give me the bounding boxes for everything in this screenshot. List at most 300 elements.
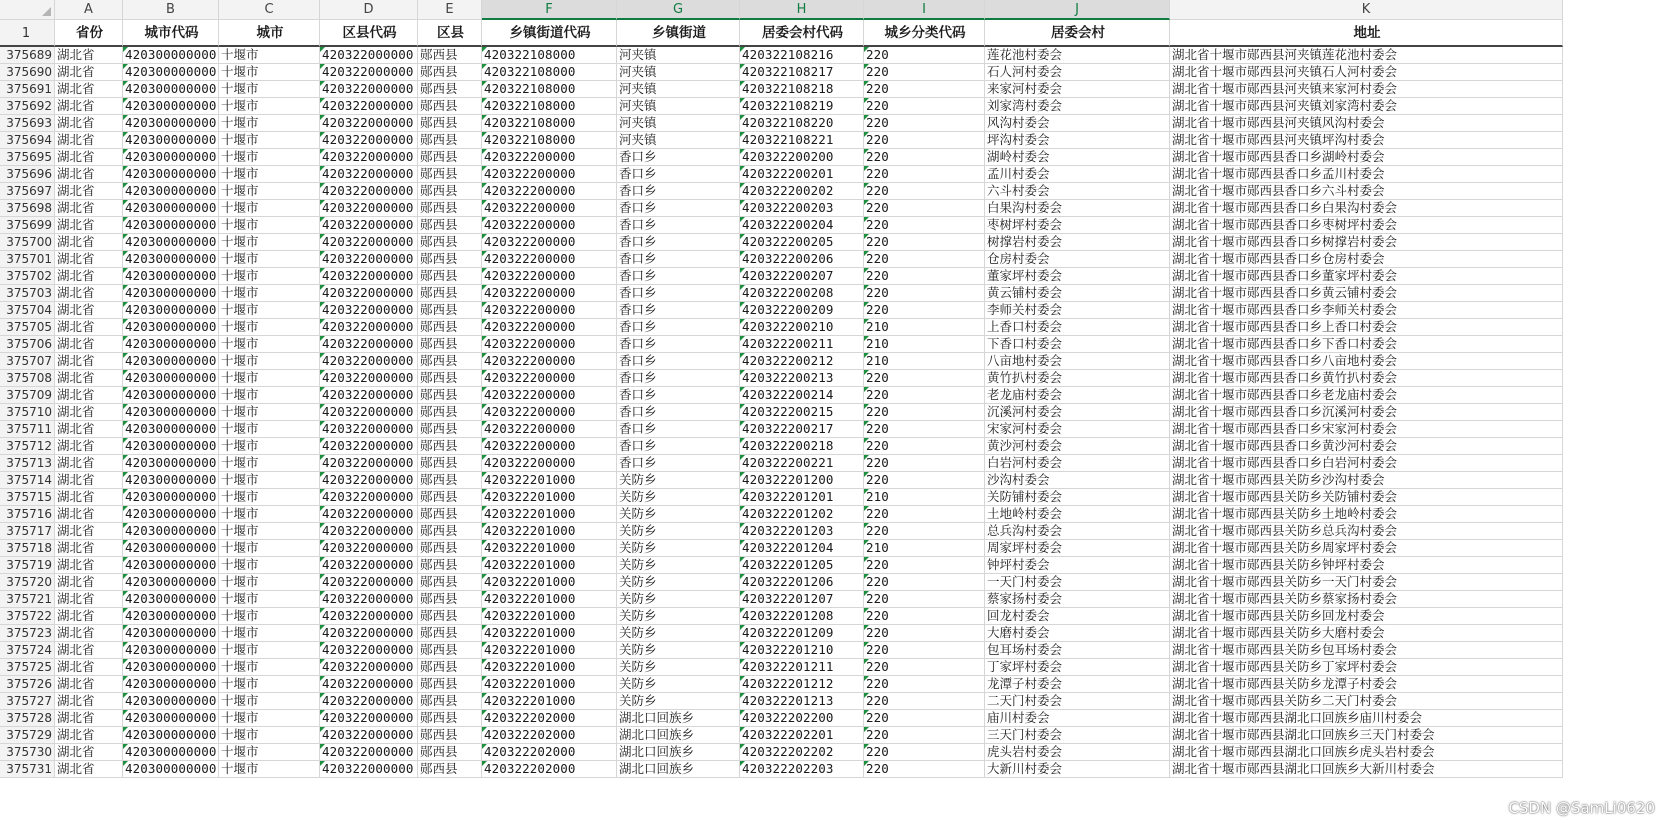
table-cell[interactable]: 关防乡 — [617, 557, 740, 574]
table-cell[interactable]: 十堰市 — [219, 438, 320, 455]
row-number[interactable]: 375725 — [0, 659, 55, 676]
table-cell[interactable]: 郧西县 — [418, 693, 482, 710]
table-cell[interactable]: 220 — [864, 506, 985, 523]
table-cell[interactable]: 周家坪村委会 — [985, 540, 1170, 557]
table-cell[interactable]: 孟川村委会 — [985, 166, 1170, 183]
table-cell[interactable]: 湖北省 — [55, 472, 123, 489]
table-cell[interactable]: 420322000000 — [320, 523, 418, 540]
row-number[interactable]: 375711 — [0, 421, 55, 438]
table-cell[interactable]: 湖北省十堰市郧西县香口乡孟川村委会 — [1170, 166, 1563, 183]
table-cell[interactable]: 420322200214 — [740, 387, 864, 404]
table-cell[interactable]: 420322000000 — [320, 659, 418, 676]
table-cell[interactable]: 下香口村委会 — [985, 336, 1170, 353]
table-cell[interactable]: 420322201000 — [482, 540, 617, 557]
row-number[interactable]: 375708 — [0, 370, 55, 387]
table-cell[interactable]: 420322202000 — [482, 710, 617, 727]
table-cell[interactable]: 蔡家扬村委会 — [985, 591, 1170, 608]
table-cell[interactable]: 420322000000 — [320, 591, 418, 608]
table-cell[interactable]: 河夹镇 — [617, 115, 740, 132]
table-cell[interactable]: 湖北省十堰市郧西县香口乡老龙庙村委会 — [1170, 387, 1563, 404]
table-cell[interactable]: 郧西县 — [418, 489, 482, 506]
table-cell[interactable]: 420322200218 — [740, 438, 864, 455]
table-cell[interactable]: 湖北省十堰市郧西县关防乡回龙村委会 — [1170, 608, 1563, 625]
row-number[interactable]: 375705 — [0, 319, 55, 336]
table-cell[interactable]: 420322000000 — [320, 642, 418, 659]
table-cell[interactable]: 十堰市 — [219, 557, 320, 574]
table-cell[interactable]: 420322000000 — [320, 574, 418, 591]
table-cell[interactable]: 220 — [864, 81, 985, 98]
table-cell[interactable]: 树撑岩村委会 — [985, 234, 1170, 251]
table-cell[interactable]: 湖北省十堰市郧西县香口乡枣树坪村委会 — [1170, 217, 1563, 234]
table-cell[interactable]: 420322200000 — [482, 404, 617, 421]
table-cell[interactable]: 郧西县 — [418, 710, 482, 727]
table-cell[interactable]: 关防乡 — [617, 574, 740, 591]
table-cell[interactable]: 关防乡 — [617, 642, 740, 659]
table-cell[interactable]: 420322000000 — [320, 234, 418, 251]
table-cell[interactable]: 湖北省 — [55, 268, 123, 285]
table-cell[interactable]: 420322202000 — [482, 744, 617, 761]
table-cell[interactable]: 十堰市 — [219, 234, 320, 251]
table-cell[interactable]: 420322108217 — [740, 64, 864, 81]
table-cell[interactable]: 钟坪村委会 — [985, 557, 1170, 574]
table-cell[interactable]: 220 — [864, 523, 985, 540]
table-cell[interactable]: 420322000000 — [320, 540, 418, 557]
table-cell[interactable]: 关防乡 — [617, 608, 740, 625]
table-cell[interactable]: 十堰市 — [219, 693, 320, 710]
row-number[interactable]: 1 — [0, 20, 55, 47]
table-cell[interactable]: 湖北省 — [55, 64, 123, 81]
table-cell[interactable]: 湖北省十堰市郧西县香口乡湖岭村委会 — [1170, 149, 1563, 166]
table-cell[interactable]: 风沟村委会 — [985, 115, 1170, 132]
table-cell[interactable]: 420322201000 — [482, 625, 617, 642]
table-cell[interactable]: 香口乡 — [617, 285, 740, 302]
table-cell[interactable]: 十堰市 — [219, 285, 320, 302]
row-number[interactable]: 375701 — [0, 251, 55, 268]
header-cell[interactable]: 居委会村代码 — [740, 20, 864, 47]
table-cell[interactable]: 220 — [864, 387, 985, 404]
table-cell[interactable]: 210 — [864, 489, 985, 506]
table-cell[interactable]: 420300000000 — [123, 642, 219, 659]
table-cell[interactable]: 湖北口回族乡 — [617, 710, 740, 727]
table-cell[interactable]: 220 — [864, 183, 985, 200]
table-cell[interactable]: 十堰市 — [219, 455, 320, 472]
table-cell[interactable]: 湖北省 — [55, 166, 123, 183]
table-cell[interactable]: 湖北省 — [55, 693, 123, 710]
table-cell[interactable]: 420300000000 — [123, 183, 219, 200]
table-cell[interactable]: 420300000000 — [123, 285, 219, 302]
select-all-corner[interactable] — [0, 0, 55, 20]
table-cell[interactable]: 420322200000 — [482, 421, 617, 438]
column-header-e[interactable]: E — [418, 0, 482, 20]
table-cell[interactable]: 河夹镇 — [617, 81, 740, 98]
table-cell[interactable]: 郧西县 — [418, 47, 482, 64]
header-cell[interactable]: 区县 — [418, 20, 482, 47]
table-cell[interactable]: 420300000000 — [123, 302, 219, 319]
table-cell[interactable]: 湖北省十堰市郧西县香口乡上香口村委会 — [1170, 319, 1563, 336]
table-cell[interactable]: 湖北省十堰市郧西县河夹镇莲花池村委会 — [1170, 47, 1563, 64]
row-number[interactable]: 375723 — [0, 625, 55, 642]
table-cell[interactable]: 刘家湾村委会 — [985, 98, 1170, 115]
table-cell[interactable]: 董家坪村委会 — [985, 268, 1170, 285]
table-cell[interactable]: 香口乡 — [617, 370, 740, 387]
table-cell[interactable]: 三天门村委会 — [985, 727, 1170, 744]
table-cell[interactable]: 420322202203 — [740, 761, 864, 778]
row-number[interactable]: 375724 — [0, 642, 55, 659]
table-cell[interactable]: 龙潭子村委会 — [985, 676, 1170, 693]
table-cell[interactable]: 十堰市 — [219, 489, 320, 506]
table-cell[interactable]: 关防乡 — [617, 591, 740, 608]
table-cell[interactable]: 220 — [864, 149, 985, 166]
table-cell[interactable]: 湖岭村委会 — [985, 149, 1170, 166]
row-number[interactable]: 375704 — [0, 302, 55, 319]
table-cell[interactable]: 420322200207 — [740, 268, 864, 285]
table-cell[interactable]: 420322000000 — [320, 472, 418, 489]
table-cell[interactable]: 420322200209 — [740, 302, 864, 319]
row-number[interactable]: 375703 — [0, 285, 55, 302]
table-cell[interactable]: 湖北省十堰市郧西县关防乡钟坪村委会 — [1170, 557, 1563, 574]
table-cell[interactable]: 420322202201 — [740, 727, 864, 744]
table-cell[interactable]: 香口乡 — [617, 455, 740, 472]
table-cell[interactable]: 420322200000 — [482, 183, 617, 200]
table-cell[interactable]: 420300000000 — [123, 81, 219, 98]
table-cell[interactable]: 十堰市 — [219, 625, 320, 642]
table-cell[interactable]: 湖北省十堰市郧西县湖北口回族乡庙川村委会 — [1170, 710, 1563, 727]
table-cell[interactable]: 420322200208 — [740, 285, 864, 302]
table-cell[interactable]: 湖北省十堰市郧西县关防乡沙沟村委会 — [1170, 472, 1563, 489]
table-cell[interactable]: 湖北省十堰市郧西县关防乡关防铺村委会 — [1170, 489, 1563, 506]
table-cell[interactable]: 关防乡 — [617, 472, 740, 489]
table-cell[interactable]: 十堰市 — [219, 506, 320, 523]
table-cell[interactable]: 湖北省十堰市郧西县香口乡白果沟村委会 — [1170, 200, 1563, 217]
table-cell[interactable]: 包耳场村委会 — [985, 642, 1170, 659]
table-cell[interactable]: 420322200213 — [740, 370, 864, 387]
table-cell[interactable]: 李师关村委会 — [985, 302, 1170, 319]
table-cell[interactable]: 420322108000 — [482, 81, 617, 98]
table-cell[interactable]: 220 — [864, 693, 985, 710]
table-cell[interactable]: 湖北省十堰市郧西县香口乡董家坪村委会 — [1170, 268, 1563, 285]
table-cell[interactable]: 香口乡 — [617, 319, 740, 336]
table-cell[interactable]: 湖北省 — [55, 200, 123, 217]
table-cell[interactable]: 湖北省 — [55, 183, 123, 200]
table-cell[interactable]: 十堰市 — [219, 268, 320, 285]
table-cell[interactable]: 420300000000 — [123, 200, 219, 217]
table-cell[interactable]: 420300000000 — [123, 421, 219, 438]
table-cell[interactable]: 十堰市 — [219, 472, 320, 489]
table-cell[interactable]: 420322201204 — [740, 540, 864, 557]
table-cell[interactable]: 420322000000 — [320, 438, 418, 455]
table-cell[interactable]: 郧西县 — [418, 370, 482, 387]
table-cell[interactable]: 湖北省 — [55, 642, 123, 659]
column-header-k[interactable]: K — [1170, 0, 1563, 20]
table-cell[interactable]: 420300000000 — [123, 710, 219, 727]
table-cell[interactable]: 湖北省 — [55, 319, 123, 336]
table-cell[interactable]: 220 — [864, 642, 985, 659]
table-cell[interactable]: 420322108221 — [740, 132, 864, 149]
table-cell[interactable]: 420322000000 — [320, 217, 418, 234]
table-cell[interactable]: 郧西县 — [418, 183, 482, 200]
table-cell[interactable]: 香口乡 — [617, 217, 740, 234]
row-number[interactable]: 375729 — [0, 727, 55, 744]
table-cell[interactable]: 关防乡 — [617, 693, 740, 710]
table-cell[interactable]: 420300000000 — [123, 693, 219, 710]
table-cell[interactable]: 420300000000 — [123, 523, 219, 540]
table-cell[interactable]: 老龙庙村委会 — [985, 387, 1170, 404]
table-cell[interactable]: 420300000000 — [123, 370, 219, 387]
table-cell[interactable]: 420322000000 — [320, 64, 418, 81]
table-cell[interactable]: 湖北省 — [55, 489, 123, 506]
table-cell[interactable]: 420322000000 — [320, 489, 418, 506]
table-cell[interactable]: 420322200000 — [482, 234, 617, 251]
header-cell[interactable]: 城市 — [219, 20, 320, 47]
table-cell[interactable]: 420322200202 — [740, 183, 864, 200]
row-number[interactable]: 375710 — [0, 404, 55, 421]
table-cell[interactable]: 关防乡 — [617, 540, 740, 557]
table-cell[interactable]: 420322200000 — [482, 217, 617, 234]
table-cell[interactable]: 湖北省十堰市郧西县香口乡下香口村委会 — [1170, 336, 1563, 353]
table-cell[interactable]: 郧西县 — [418, 574, 482, 591]
table-cell[interactable]: 湖北省 — [55, 336, 123, 353]
table-cell[interactable]: 420322200000 — [482, 438, 617, 455]
table-cell[interactable]: 420322000000 — [320, 81, 418, 98]
table-cell[interactable]: 郧西县 — [418, 387, 482, 404]
table-cell[interactable]: 郧西县 — [418, 540, 482, 557]
table-cell[interactable]: 420322202202 — [740, 744, 864, 761]
table-cell[interactable]: 八亩地村委会 — [985, 353, 1170, 370]
table-cell[interactable]: 420322200000 — [482, 353, 617, 370]
table-cell[interactable]: 420322000000 — [320, 455, 418, 472]
table-cell[interactable]: 420322000000 — [320, 115, 418, 132]
table-cell[interactable]: 郧西县 — [418, 268, 482, 285]
table-cell[interactable]: 湖北省 — [55, 557, 123, 574]
table-cell[interactable]: 湖北省十堰市郧西县香口乡八亩地村委会 — [1170, 353, 1563, 370]
table-cell[interactable]: 420300000000 — [123, 744, 219, 761]
table-cell[interactable]: 十堰市 — [219, 353, 320, 370]
row-number[interactable]: 375702 — [0, 268, 55, 285]
table-cell[interactable]: 420300000000 — [123, 132, 219, 149]
column-header-h[interactable]: H — [740, 0, 864, 20]
table-cell[interactable]: 关防乡 — [617, 506, 740, 523]
row-number[interactable]: 375728 — [0, 710, 55, 727]
table-cell[interactable]: 420322200217 — [740, 421, 864, 438]
table-cell[interactable]: 420322200211 — [740, 336, 864, 353]
table-cell[interactable]: 郧西县 — [418, 81, 482, 98]
table-cell[interactable]: 湖北省十堰市郧西县关防乡龙潭子村委会 — [1170, 676, 1563, 693]
table-cell[interactable]: 湖北口回族乡 — [617, 744, 740, 761]
table-cell[interactable]: 420300000000 — [123, 438, 219, 455]
table-cell[interactable]: 420322108000 — [482, 64, 617, 81]
table-cell[interactable]: 220 — [864, 574, 985, 591]
table-cell[interactable]: 河夹镇 — [617, 132, 740, 149]
row-number[interactable]: 375694 — [0, 132, 55, 149]
table-cell[interactable]: 420300000000 — [123, 166, 219, 183]
table-cell[interactable]: 湖北省 — [55, 744, 123, 761]
table-cell[interactable]: 郧西县 — [418, 404, 482, 421]
table-cell[interactable]: 420322000000 — [320, 268, 418, 285]
table-cell[interactable]: 420300000000 — [123, 608, 219, 625]
table-cell[interactable]: 420322200000 — [482, 251, 617, 268]
table-cell[interactable]: 湖北省十堰市郧西县香口乡沉溪河村委会 — [1170, 404, 1563, 421]
header-cell[interactable]: 省份 — [55, 20, 123, 47]
table-cell[interactable]: 关防乡 — [617, 625, 740, 642]
table-cell[interactable]: 420322000000 — [320, 149, 418, 166]
table-cell[interactable]: 420322108218 — [740, 81, 864, 98]
table-cell[interactable]: 420322200205 — [740, 234, 864, 251]
table-cell[interactable]: 420322202200 — [740, 710, 864, 727]
table-cell[interactable]: 湖北省十堰市郧西县关防乡丁家坪村委会 — [1170, 659, 1563, 676]
table-cell[interactable]: 220 — [864, 47, 985, 64]
row-number[interactable]: 375709 — [0, 387, 55, 404]
table-cell[interactable]: 十堰市 — [219, 591, 320, 608]
table-cell[interactable]: 郧西县 — [418, 166, 482, 183]
table-cell[interactable]: 420300000000 — [123, 489, 219, 506]
table-cell[interactable]: 420322202000 — [482, 761, 617, 778]
table-cell[interactable]: 十堰市 — [219, 149, 320, 166]
table-cell[interactable]: 湖北省 — [55, 727, 123, 744]
table-cell[interactable]: 420300000000 — [123, 336, 219, 353]
table-cell[interactable]: 十堰市 — [219, 81, 320, 98]
table-cell[interactable]: 420322000000 — [320, 98, 418, 115]
table-cell[interactable]: 420300000000 — [123, 353, 219, 370]
row-number[interactable]: 375700 — [0, 234, 55, 251]
table-cell[interactable]: 香口乡 — [617, 353, 740, 370]
table-cell[interactable]: 420322000000 — [320, 744, 418, 761]
table-cell[interactable]: 420322000000 — [320, 761, 418, 778]
table-cell[interactable]: 420300000000 — [123, 506, 219, 523]
row-number[interactable]: 375715 — [0, 489, 55, 506]
table-cell[interactable]: 香口乡 — [617, 166, 740, 183]
table-cell[interactable]: 420322200221 — [740, 455, 864, 472]
table-cell[interactable]: 湖北省 — [55, 710, 123, 727]
table-cell[interactable]: 220 — [864, 217, 985, 234]
table-cell[interactable]: 420322201000 — [482, 659, 617, 676]
table-cell[interactable]: 黄云铺村委会 — [985, 285, 1170, 302]
table-cell[interactable]: 420300000000 — [123, 472, 219, 489]
table-cell[interactable]: 湖北省 — [55, 540, 123, 557]
table-cell[interactable]: 十堰市 — [219, 744, 320, 761]
table-cell[interactable]: 220 — [864, 557, 985, 574]
table-cell[interactable]: 220 — [864, 64, 985, 81]
table-cell[interactable]: 420322200206 — [740, 251, 864, 268]
table-cell[interactable]: 十堰市 — [219, 761, 320, 778]
table-cell[interactable]: 420322200000 — [482, 319, 617, 336]
table-cell[interactable]: 420300000000 — [123, 149, 219, 166]
table-cell[interactable]: 420322000000 — [320, 183, 418, 200]
table-cell[interactable]: 420322201210 — [740, 642, 864, 659]
table-cell[interactable]: 十堰市 — [219, 200, 320, 217]
table-cell[interactable]: 十堰市 — [219, 47, 320, 64]
table-cell[interactable]: 郧西县 — [418, 234, 482, 251]
table-cell[interactable]: 香口乡 — [617, 149, 740, 166]
table-cell[interactable]: 土地岭村委会 — [985, 506, 1170, 523]
row-number[interactable]: 375721 — [0, 591, 55, 608]
table-cell[interactable]: 420300000000 — [123, 234, 219, 251]
table-cell[interactable]: 一天门村委会 — [985, 574, 1170, 591]
table-cell[interactable]: 枣树坪村委会 — [985, 217, 1170, 234]
table-cell[interactable]: 湖北省 — [55, 404, 123, 421]
table-cell[interactable]: 420322200000 — [482, 387, 617, 404]
table-cell[interactable]: 420322000000 — [320, 710, 418, 727]
table-cell[interactable]: 220 — [864, 761, 985, 778]
table-cell[interactable]: 420322201211 — [740, 659, 864, 676]
table-cell[interactable]: 湖北省十堰市郧西县香口乡仓房村委会 — [1170, 251, 1563, 268]
table-cell[interactable]: 郧西县 — [418, 591, 482, 608]
table-cell[interactable]: 湖北口回族乡 — [617, 727, 740, 744]
table-cell[interactable]: 420322200000 — [482, 149, 617, 166]
table-cell[interactable]: 420322200212 — [740, 353, 864, 370]
table-cell[interactable]: 420322201000 — [482, 642, 617, 659]
table-cell[interactable]: 420322000000 — [320, 693, 418, 710]
table-cell[interactable]: 河夹镇 — [617, 98, 740, 115]
table-cell[interactable]: 420322201209 — [740, 625, 864, 642]
table-cell[interactable]: 420322000000 — [320, 676, 418, 693]
table-cell[interactable]: 湖北省 — [55, 115, 123, 132]
table-cell[interactable]: 郧西县 — [418, 744, 482, 761]
table-cell[interactable]: 420322200204 — [740, 217, 864, 234]
table-cell[interactable]: 420300000000 — [123, 404, 219, 421]
table-cell[interactable]: 420322000000 — [320, 132, 418, 149]
table-cell[interactable]: 香口乡 — [617, 251, 740, 268]
table-cell[interactable]: 湖北省十堰市郧西县香口乡李师关村委会 — [1170, 302, 1563, 319]
table-cell[interactable]: 十堰市 — [219, 421, 320, 438]
table-cell[interactable]: 白岩河村委会 — [985, 455, 1170, 472]
table-cell[interactable]: 220 — [864, 676, 985, 693]
table-cell[interactable]: 220 — [864, 625, 985, 642]
table-cell[interactable]: 420322000000 — [320, 251, 418, 268]
table-cell[interactable]: 220 — [864, 727, 985, 744]
header-cell[interactable]: 地址 — [1170, 20, 1563, 47]
table-cell[interactable]: 420322200000 — [482, 200, 617, 217]
table-cell[interactable]: 420300000000 — [123, 455, 219, 472]
table-cell[interactable]: 420322201200 — [740, 472, 864, 489]
row-number[interactable]: 375690 — [0, 64, 55, 81]
row-number[interactable]: 375719 — [0, 557, 55, 574]
table-cell[interactable]: 黄竹扒村委会 — [985, 370, 1170, 387]
table-cell[interactable]: 420300000000 — [123, 319, 219, 336]
row-number[interactable]: 375730 — [0, 744, 55, 761]
table-cell[interactable]: 420300000000 — [123, 47, 219, 64]
table-cell[interactable]: 420322200000 — [482, 455, 617, 472]
table-cell[interactable]: 上香口村委会 — [985, 319, 1170, 336]
table-cell[interactable]: 湖北省 — [55, 217, 123, 234]
table-cell[interactable]: 湖北省 — [55, 234, 123, 251]
table-cell[interactable]: 湖北省 — [55, 659, 123, 676]
table-cell[interactable]: 420322200201 — [740, 166, 864, 183]
table-cell[interactable]: 郧西县 — [418, 438, 482, 455]
table-cell[interactable]: 十堰市 — [219, 132, 320, 149]
table-cell[interactable]: 湖北省十堰市郧西县香口乡黄沙河村委会 — [1170, 438, 1563, 455]
table-cell[interactable]: 十堰市 — [219, 404, 320, 421]
table-cell[interactable]: 220 — [864, 591, 985, 608]
table-cell[interactable]: 湖北省 — [55, 302, 123, 319]
table-cell[interactable]: 莲花池村委会 — [985, 47, 1170, 64]
table-cell[interactable]: 420322108000 — [482, 47, 617, 64]
table-cell[interactable]: 香口乡 — [617, 421, 740, 438]
header-cell[interactable]: 城乡分类代码 — [864, 20, 985, 47]
row-number[interactable]: 375691 — [0, 81, 55, 98]
table-cell[interactable]: 220 — [864, 166, 985, 183]
table-cell[interactable]: 420322200000 — [482, 370, 617, 387]
table-cell[interactable]: 420322200000 — [482, 268, 617, 285]
header-cell[interactable]: 乡镇街道代码 — [482, 20, 617, 47]
table-cell[interactable]: 湖北省十堰市郧西县河夹镇刘家湾村委会 — [1170, 98, 1563, 115]
table-cell[interactable]: 420322108000 — [482, 132, 617, 149]
table-cell[interactable]: 郧西县 — [418, 659, 482, 676]
table-cell[interactable]: 湖北省 — [55, 132, 123, 149]
table-cell[interactable]: 420322108216 — [740, 47, 864, 64]
table-cell[interactable]: 郧西县 — [418, 200, 482, 217]
table-cell[interactable]: 湖北省十堰市郧西县关防乡总兵沟村委会 — [1170, 523, 1563, 540]
table-cell[interactable]: 总兵沟村委会 — [985, 523, 1170, 540]
